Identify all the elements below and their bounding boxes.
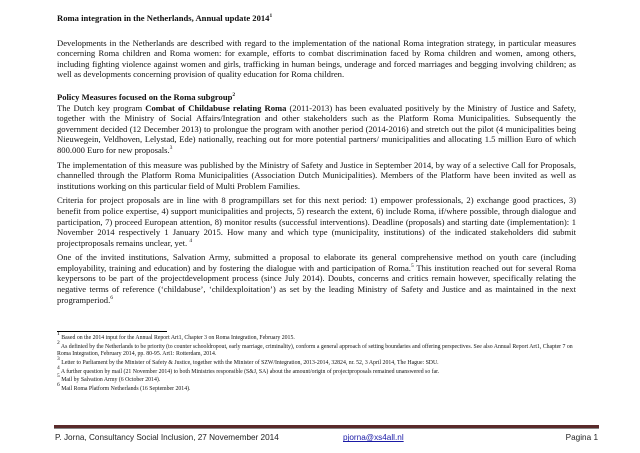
document-title <box>57 13 576 24</box>
footnote-number: 2 <box>57 339 60 346</box>
section-heading <box>57 92 576 103</box>
program-name: Combat of Childabuse relating Roma <box>145 102 287 113</box>
page-footer <box>54 432 599 444</box>
paragraph-criteria <box>57 195 576 248</box>
footnote <box>57 356 576 368</box>
footnote-ref: 6 <box>110 294 113 301</box>
text: The Dutch key program <box>57 102 146 113</box>
footnote-text: A further question by mail (21 November 2014) to both Ministries responsible (S&J, SA) about the amount/origin of projectproposals remained unanswered so far. <box>60 368 440 375</box>
footnote-text: As definied by the Netherlands to be priority (to counter schooldropout, early marriage, criminality), conform a general approach of setting boundaries and offering perspectives. See also Annual Report Art1, Chapter 7 on Roma Integration, February 2014, pp. 80-95. Art1: Rotterdam, 2014. <box>57 343 573 358</box>
intro-paragraph: Developments in the Netherlands are described with regard to the implementation of the national Roma integration strategy, in particular measures concerning Roma children and Roma women: for example, efforts to combat discrimination faced by Roma children and women, among others, including fighting violence against women and girls, trafficking in human beings, underage and forced marriages and begging involving children; as well as developments concerning provision of quality education for Roma children. <box>57 37 576 80</box>
text: One of the invited institutions, Salvation Army, submitted a proposal to elaborate its general comprehensive method on youth care (including employability, training and education) and by fostering the dialogue with and participation of Roma. <box>57 252 576 273</box>
footnote-text: Mail by Salvation Army (6 October 2014). <box>61 377 161 384</box>
page-body <box>55 0 598 444</box>
footnote-text: Based on the 2014 input for the Annual Report Art1, Chapter 3 on Roma Integration, February 2015. <box>61 335 295 342</box>
footer-email-link[interactable]: pjorna@xs4all.nl <box>343 433 404 443</box>
footnote-ref: 2 <box>232 91 236 98</box>
text: (2011-2013) has been evaluated positively by the Ministry of Justice and Safety, together with the Ministry of Social Affairs/Integration and other stakeholders such as the Platform Roma Municipalities. Subsequently the government decided (12 December 2013) to prolongue the program with another period (2014-2016) and stretch out the pilot (4 municipalities being Nieuwegein, Veldhoven, Lelystad, Ede) nationally, reaching out for more potential partners/ municipalities and allocating 1.5 million Euro of which 800.000 Euro for new proposals. <box>57 102 576 155</box>
title-text: Roma integration in the Netherlands, Annual update 2014 <box>57 13 270 23</box>
text: This institution reached out for several Roma keypersons to be part of the projectdevelopment process (since July 2014). Doubts, concerns and critics remain however, specifically relating the negative terms of reference (‘childabuse’, ‘childexploitation’) as set by the leading Ministry of Safety and Justice and as maintained in the next programperiod. <box>57 262 576 305</box>
footnote-text: Mail Roma Platform Netherlands (16 September 2014). <box>61 385 191 392</box>
paragraph-program <box>57 103 576 156</box>
footnote <box>57 339 576 359</box>
footnote <box>57 381 576 394</box>
footnote-ref: 4 <box>189 237 193 244</box>
paragraph-implementation: The implementation of this measure was published by the Ministry of Safety and Justice in September 2014, by way of a selective Call for Proposals, channelled through the Platform Roma Municipalities (Association Dutch Municipalities). Members of the Platform have been invited as well as institutions working on this particular field of Multi Problem Families. <box>57 159 576 191</box>
footnotes <box>57 331 576 393</box>
footnote-ref: 3 <box>169 144 173 151</box>
footnote-ref: 5 <box>410 262 414 269</box>
footer-author: P. Jorna, Consultancy Social Inclusion, 27 Novemember 2014 <box>55 433 279 443</box>
footnote <box>57 373 576 385</box>
footnote <box>57 331 576 343</box>
footnote-number: 3 <box>57 356 60 363</box>
paragraph-salvation-army <box>57 252 576 305</box>
footer-divider <box>54 425 599 429</box>
footnote-text: Letter to Parliament by the Minister of Safety & Justice, together with the Minister of SZW/Integration, 2013-2014, 32824, nr. 52, 3 April 2014, The Hague: SDU. <box>61 360 439 367</box>
footnote-number: 1 <box>57 331 60 338</box>
footnote-number: 4 <box>57 364 60 371</box>
footnote-number: 5 <box>57 373 60 380</box>
section-heading-text: Policy Measures focused on the Roma subgroup <box>57 91 233 102</box>
footnote-separator <box>57 331 167 332</box>
footnote-number: 6 <box>57 381 60 388</box>
page-number: Pagina 1 <box>565 433 598 443</box>
footnote <box>57 364 576 380</box>
text: Criteria for project proposals are in line with 8 programpillars set for this next period: 1) empower professionals, 2) exchange good practices, 3) benefit from police expertise, 4) support municipalities and projects, 5) research the extent, 6) include Roma, if/where possible, through dialogue and participation, 7) proceed European attention, 8) monitor results (successful interventions). Deadline (proposals) and starting date (implementation): 1 November 2014 respectively 1 January 2015. How many and which type (municipality, institutions) of the indicated stakeholders did submit projectproposals remains unclear, yet. <box>57 195 576 248</box>
footnote-ref: 1 <box>269 13 273 19</box>
